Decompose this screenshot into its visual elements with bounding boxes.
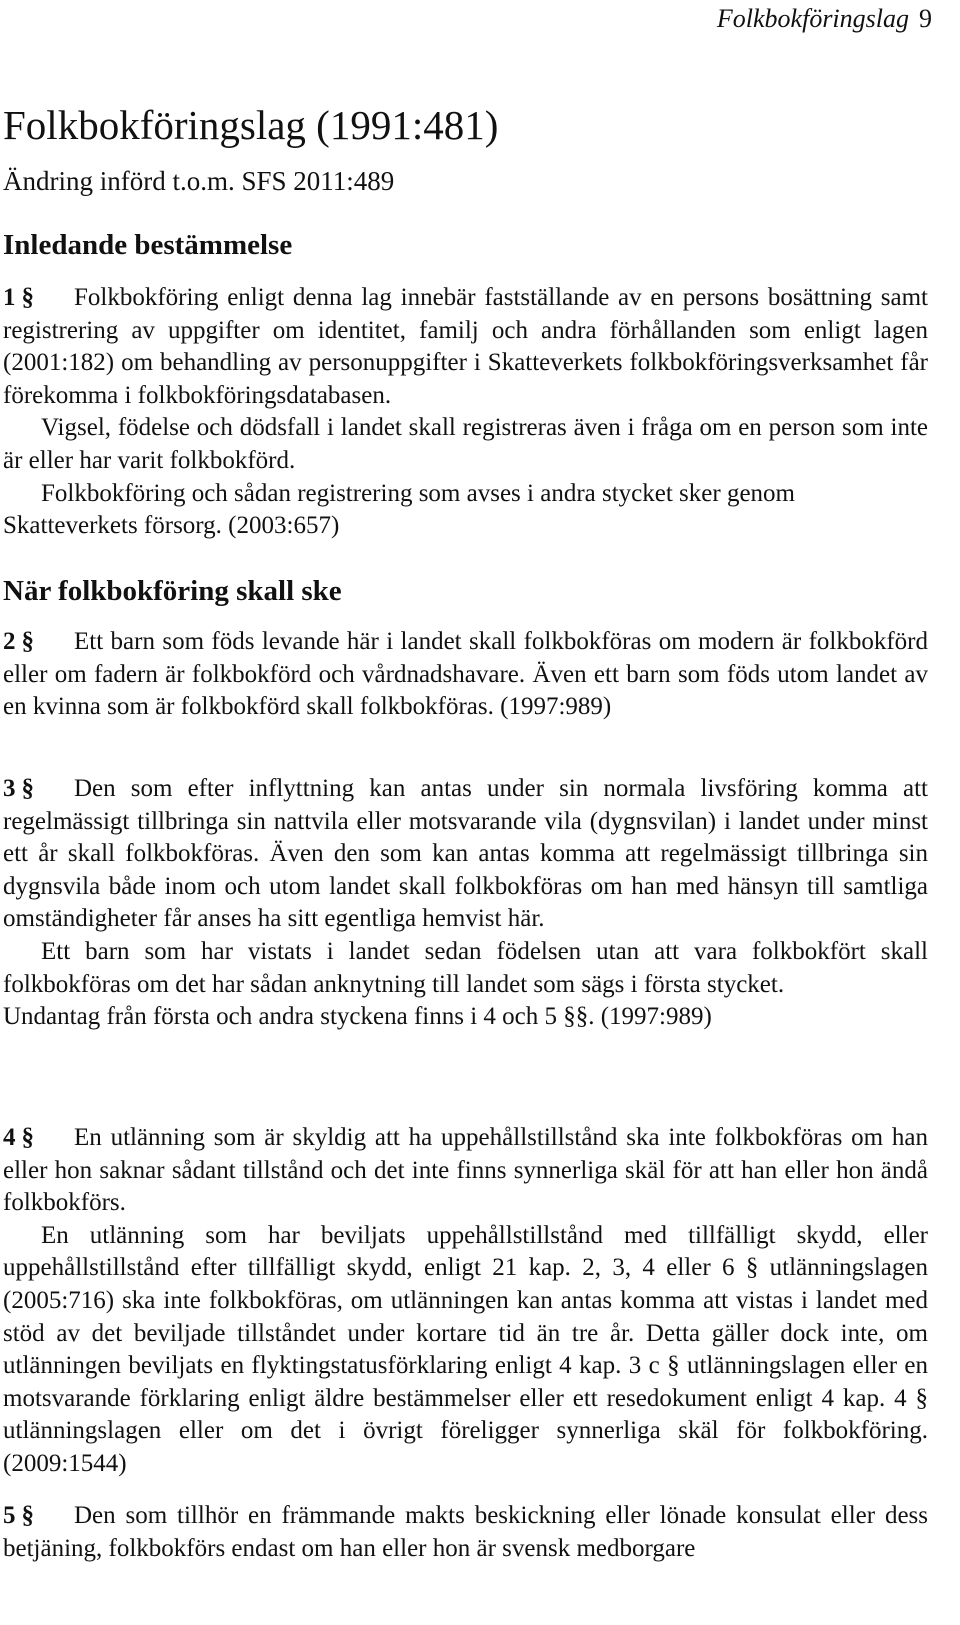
section-2-text-1: Ett barn som föds levande här i landet skall folkbokföras om modern är folkbokförd eller om fadern är folkbokförd och vårdnadshavare. Även ett barn som föds utom landet av en kvinna som är folkbokförd skall folkbokföras. (1997:989) [3,628,928,721]
section-5-text-1: Den som tillhör en främmande makts beskickning eller lönade konsulat eller dess betjäning, folkbokförs endast om han eller hon är svensk medborgare [3,1502,928,1562]
section-4-paragraph-2: En utlänning som har beviljats uppehållstillstånd med tillfälligt skydd, eller uppehållstillstånd efter tillfälligt skydd, enligt 21 kap. 2, 3, 4 eller 6 § utlänningslagen (2005:716) ska inte folkbokföras, om utlänningen kan antas komma att vistas i landet med stöd av det beviljade tillståndet under kortare tid än tre år. Detta gäller dock inte, om utlänningen beviljats en flyktingstatusförklaring enligt 4 kap. 3 c § utlänningslagen eller en motsvarande förklaring enligt äldre bestämmelser eller ett resedokument enligt 4 kap. 4 § utlänningslagen eller om det i övrigt föreligger synnerliga skäl för folkbokföring. (2009:1544) [3,1221,928,1477]
section-3-paragraph-2: Ett barn som har vistats i landet sedan födelsen utan att vara folkbokfört skall folkbokföras om det har sådan anknytning till landet som sägs i första stycket. [3,937,928,998]
section-3-paragraph-3: Undantag från första och andra styckena finns i 4 och 5 §§. (1997:989) [3,1003,712,1031]
section-2 [3,626,928,724]
heading-inledande-bestammelse: Inledande bestämmelse [3,229,293,261]
amendment-note: Ändring införd t.o.m. SFS 2011:489 [3,166,395,196]
running-title: Folkbokföringslag [716,4,909,33]
section-5-paragraph-1 [3,1500,928,1565]
section-3-text-1: Den som efter inflyttning kan antas under sin normala livsföring komma att regelmässigt tillbringa sin nattvila eller motsvarande vila (dygnsvilan) i landet under minst ett år skall folkbokföras. Även den som kan antas komma att regelmässigt tillbringa sin dygnsvila både inom och utom landet skall folkbokföras om han med hänsyn till samtliga omständigheter får anses ha sitt egentliga hemvist här. [3,775,928,933]
section-4-number: 4 [3,1124,16,1151]
page-number: 9 [919,4,932,33]
section-4-text-1: En utlänning som är skyldig att ha uppehållstillstånd ska inte folkbokföras om han eller hon saknar sådant tillstånd och det inte finns synnerliga skäl för att han eller hon ändå folkbokförs. [3,1124,928,1217]
section-1-paragraph-3: Folkbokföring och sådan registrering som avses i andra stycket sker genom Skatteverkets försorg. (2003:657) [3,479,795,540]
section-sign: § [21,1502,34,1529]
section-sign: § [21,284,34,311]
section-sign: § [21,775,34,802]
section-3-paragraph-1 [3,773,928,936]
section-2-number: 2 [3,628,16,655]
running-header [717,2,932,36]
section-3-number: 3 [3,775,16,802]
law-title: Folkbokföringslag (1991:481) [3,102,499,148]
section-1-paragraph-2: Vigsel, födelse och dödsfall i landet skall registreras även i fråga om en person som inte är eller har varit folkbokförd. [3,414,928,474]
section-1-number: 1 [3,284,16,311]
section-1 [3,282,928,543]
section-5 [3,1500,928,1565]
section-1-paragraph-1 [3,282,928,412]
section-sign: § [21,1124,34,1151]
section-2-paragraph-1 [3,626,928,724]
section-4-paragraph-1 [3,1122,928,1220]
section-sign: § [21,628,34,655]
section-5-number: 5 [3,1502,16,1529]
section-4 [3,1122,928,1481]
section-1-text-1: Folkbokföring enligt denna lag innebär fastställande av en persons bosättning samt registrering av uppgifter om identitet, familj och andra förhållanden som enligt lagen (2001:182) om behandling av personuppgifter i Skatteverkets folkbokföringsverksamhet får förekomma i folkbokföringsdatabasen. [3,284,928,409]
heading-nar-folkbokforing-skall-ske: När folkbokföring skall ske [3,575,342,607]
section-3 [3,773,928,1034]
